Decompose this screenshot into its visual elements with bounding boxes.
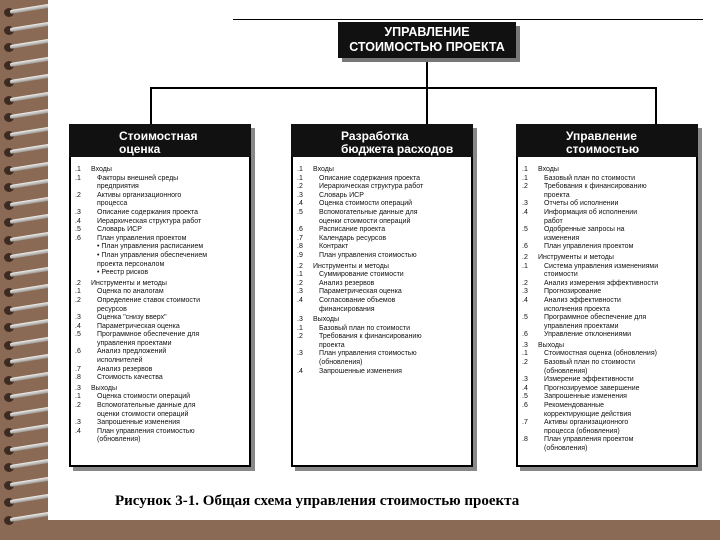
item-text: Оценка "снизу вверх"	[97, 314, 167, 322]
list-item	[75, 218, 245, 227]
column-body	[522, 164, 692, 461]
item-number	[75, 357, 97, 366]
list-item	[522, 393, 692, 402]
item-text: План управления стоимостью	[319, 350, 417, 358]
item-text: стоимости	[544, 271, 578, 279]
item-text: Словарь ИСР	[97, 226, 142, 234]
list-item	[297, 252, 467, 261]
item-number: .7	[75, 365, 81, 373]
item-text: предприятия	[97, 183, 139, 191]
connector-left	[150, 87, 152, 124]
list-item	[297, 271, 467, 280]
item-number: .6	[522, 331, 528, 339]
list-item	[522, 280, 692, 289]
list-item	[75, 297, 245, 306]
item-number: .4	[297, 296, 303, 304]
list-item	[522, 271, 692, 280]
item-number: .6	[522, 402, 528, 410]
item-text: Определение ставок стоимости	[97, 296, 201, 304]
section-heading	[297, 263, 467, 272]
list-item	[297, 359, 467, 368]
item-number: .2	[75, 191, 81, 199]
list-item	[297, 342, 467, 351]
section-heading	[522, 166, 692, 175]
list-item	[75, 411, 245, 420]
item-number: .2	[522, 359, 528, 367]
item-text: План управления проектом	[97, 234, 187, 242]
item-text: корректирующие действия	[544, 410, 632, 418]
item-text: План управления стоимостью	[97, 427, 195, 435]
item-number: .9	[297, 251, 303, 259]
item-text: оценки стоимости операций	[97, 410, 189, 418]
connector-right	[655, 87, 657, 124]
list-item	[522, 297, 692, 306]
item-number: .2	[522, 253, 528, 261]
item-text: Информация об исполнении	[544, 208, 638, 216]
item-number	[75, 436, 97, 445]
list-item	[75, 252, 245, 261]
item-number: .3	[297, 288, 303, 296]
item-number: .3	[297, 191, 303, 199]
item-number	[75, 261, 97, 270]
list-item	[522, 368, 692, 377]
item-text: Расписание проекта	[319, 226, 386, 234]
list-item	[75, 183, 245, 192]
list-item	[75, 366, 245, 375]
item-number: .3	[522, 200, 528, 208]
item-text: Выходы	[313, 316, 339, 324]
item-text: (обновления)	[544, 445, 588, 452]
item-number: .3	[522, 288, 528, 296]
list-item	[75, 235, 245, 244]
item-number	[75, 252, 97, 261]
item-number: .2	[75, 402, 81, 410]
column-cost-control	[516, 124, 698, 467]
item-text: Активы организационного	[97, 191, 182, 199]
list-item	[522, 419, 692, 428]
item-number: .1	[297, 324, 303, 332]
item-number	[522, 306, 544, 315]
item-text: Согласование объемов	[319, 296, 396, 304]
item-number: .1	[297, 174, 303, 182]
item-number	[75, 243, 97, 252]
item-number: .4	[522, 384, 528, 392]
list-item	[522, 436, 692, 445]
item-text: Запрошенные изменения	[544, 393, 627, 401]
figure-caption: Рисунок 3-1. Общая схема управления стоимостью проекта	[115, 493, 520, 509]
item-number: .4	[297, 200, 303, 208]
item-number	[75, 340, 97, 349]
item-number: .5	[75, 226, 81, 234]
item-text: Анализ предложений	[97, 348, 167, 356]
section-heading	[75, 166, 245, 175]
list-item	[522, 288, 692, 297]
item-number: .1	[522, 350, 528, 358]
item-number: .7	[522, 419, 528, 427]
item-text: Иерархическая структура работ	[319, 183, 424, 191]
list-item	[297, 218, 467, 227]
item-number: .6	[297, 226, 303, 234]
item-number	[75, 411, 97, 420]
item-number: .3	[75, 419, 81, 427]
item-text: Описание содержания проекта	[97, 208, 199, 216]
item-text: Базовый план по стоимости	[544, 359, 635, 367]
item-number	[522, 368, 544, 377]
item-number: .4	[75, 217, 81, 225]
item-number: .4	[75, 427, 81, 435]
item-text: Система управления изменениями	[544, 262, 659, 270]
item-number	[522, 411, 544, 420]
list-item	[297, 200, 467, 209]
list-item	[75, 209, 245, 218]
list-item	[522, 243, 692, 252]
item-number: .1	[522, 174, 528, 182]
section-heading	[75, 280, 245, 289]
item-number: .5	[522, 226, 528, 234]
item-number: .2	[522, 183, 528, 191]
list-item	[297, 209, 467, 218]
list-item	[75, 226, 245, 235]
item-text: Требования к финансированию	[544, 183, 647, 191]
list-item	[522, 323, 692, 332]
list-item	[297, 175, 467, 184]
section-heading	[297, 166, 467, 175]
column-cost-estimating	[69, 124, 251, 467]
item-number	[297, 342, 319, 351]
item-number: .1	[522, 166, 528, 173]
list-item	[75, 419, 245, 428]
item-number: .1	[522, 262, 528, 270]
item-text: Анализ резервов	[319, 279, 375, 287]
item-text: Параметрическая оценка	[97, 322, 180, 330]
item-number: .6	[522, 243, 528, 251]
item-text: Запрошенные изменения	[97, 419, 180, 427]
list-item	[522, 359, 692, 368]
item-number	[75, 183, 97, 192]
list-item	[522, 314, 692, 323]
list-item	[75, 436, 245, 445]
list-item	[297, 288, 467, 297]
item-text: Описание содержания проекта	[319, 174, 421, 182]
list-item	[75, 331, 245, 340]
list-item	[522, 263, 692, 272]
list-item	[75, 402, 245, 411]
item-text: • Реестр рисков	[97, 269, 149, 277]
list-item	[522, 445, 692, 454]
item-text: Вспомогательные данные для	[319, 208, 418, 216]
item-text: Контракт	[319, 243, 349, 251]
item-text: Суммирование стоимости	[319, 271, 404, 279]
list-item	[297, 368, 467, 377]
item-text: Анализ резервов	[97, 365, 153, 373]
item-text: Входы	[538, 166, 559, 173]
top-rule	[233, 19, 703, 20]
item-text: исполнителей	[97, 357, 143, 365]
list-item	[522, 376, 692, 385]
item-number: .7	[297, 234, 303, 242]
item-number: .1	[75, 393, 81, 401]
item-text: ресурсов	[97, 305, 127, 313]
item-number	[522, 235, 544, 244]
item-text: Стоимость качества	[97, 374, 163, 382]
item-text: Оценка стоимости операций	[319, 200, 413, 208]
item-number: .3	[522, 376, 528, 384]
item-number: .3	[522, 341, 528, 349]
item-text: процесса (обновления)	[544, 427, 620, 435]
list-item	[297, 280, 467, 289]
item-text: Базовый план по стоимости	[544, 174, 635, 182]
column-heading: Стоимостная оценка	[69, 124, 251, 157]
section-heading	[522, 254, 692, 263]
list-item	[297, 306, 467, 315]
item-text: Факторы внешней среды	[97, 174, 179, 182]
item-text: финансирования	[319, 305, 375, 313]
list-item	[297, 333, 467, 342]
item-text: работ	[544, 217, 563, 225]
item-number	[75, 306, 97, 315]
item-text: Словарь ИСР	[319, 191, 364, 199]
item-number: .1	[75, 174, 81, 182]
column-heading: Управление стоимостью	[516, 124, 698, 157]
item-text: План управления проектом	[544, 243, 634, 251]
list-item	[522, 226, 692, 235]
list-item	[75, 288, 245, 297]
item-number: .1	[297, 271, 303, 279]
item-number: .2	[522, 279, 528, 287]
list-item	[522, 385, 692, 394]
item-text: Управление отклонениями	[544, 331, 632, 339]
item-text: Прогнозирование	[544, 288, 602, 296]
item-text: • План управления расписанием	[97, 243, 204, 251]
list-item	[297, 235, 467, 244]
item-text: Стоимостная оценка (обновления)	[544, 350, 657, 358]
item-text: проекта персоналом	[97, 260, 165, 268]
list-item	[75, 306, 245, 315]
list-item	[522, 218, 692, 227]
list-item	[75, 314, 245, 323]
list-item	[297, 297, 467, 306]
item-number: .8	[75, 374, 81, 382]
item-text: Оценка по аналогам	[97, 288, 164, 296]
item-number: .1	[75, 166, 81, 173]
item-text: Инструменты и методы	[313, 262, 389, 270]
connector-trunk	[426, 62, 428, 88]
item-text: Календарь ресурсов	[319, 234, 387, 242]
item-number: .2	[297, 333, 303, 341]
list-item	[75, 192, 245, 201]
spiral-binding	[0, 0, 48, 540]
list-item	[522, 350, 692, 359]
slide-page	[48, 0, 720, 520]
item-text: управления проектами	[544, 322, 619, 330]
list-item	[297, 325, 467, 334]
item-text: Требования к финансированию	[319, 333, 422, 341]
column-body	[297, 164, 467, 461]
item-number	[75, 269, 97, 278]
list-item	[297, 183, 467, 192]
diagram-title: УПРАВЛЕНИЕ СТОИМОСТЬЮ ПРОЕКТА	[338, 22, 516, 58]
item-text: Параметрическая оценка	[319, 288, 402, 296]
column-heading: Разработка бюджета расходов	[291, 124, 473, 157]
item-number: .5	[75, 331, 81, 339]
item-number: .2	[75, 296, 81, 304]
item-text: Инструменты и методы	[538, 253, 614, 261]
item-number: .3	[75, 314, 81, 322]
list-item	[75, 175, 245, 184]
item-text: Выходы	[91, 384, 117, 392]
list-item	[297, 226, 467, 235]
item-number: .8	[522, 436, 528, 444]
section-heading	[297, 316, 467, 325]
list-item	[522, 235, 692, 244]
item-text: План управления проектом	[544, 436, 634, 444]
item-number: .6	[75, 234, 81, 242]
item-text: Рекомендованные	[544, 402, 605, 410]
item-number: .4	[522, 296, 528, 304]
column-cost-budgeting	[291, 124, 473, 467]
column-body	[75, 164, 245, 461]
item-number: .5	[297, 208, 303, 216]
item-text: Программное обеспечение для	[544, 314, 647, 322]
list-item	[522, 331, 692, 340]
item-number: .2	[297, 279, 303, 287]
list-item	[522, 200, 692, 209]
item-text: Выходы	[538, 341, 564, 349]
item-text: Входы	[91, 166, 112, 173]
list-item	[75, 348, 245, 357]
item-number: .4	[522, 208, 528, 216]
item-number: .6	[75, 348, 81, 356]
item-number	[522, 428, 544, 437]
item-text: оценки стоимости операций	[319, 217, 411, 225]
item-text: изменения	[544, 234, 580, 242]
item-number: .5	[522, 393, 528, 401]
item-text: Активы организационного	[544, 419, 629, 427]
item-number	[522, 218, 544, 227]
item-number	[522, 445, 544, 454]
list-item	[297, 350, 467, 359]
item-number: .3	[297, 316, 303, 324]
item-text: Иерархическая структура работ	[97, 217, 202, 225]
list-item	[75, 269, 245, 278]
item-number	[297, 359, 319, 368]
item-text: Одобренные запросы на	[544, 226, 625, 234]
item-number: .3	[75, 384, 81, 392]
item-number: .3	[297, 350, 303, 358]
item-number: .5	[522, 314, 528, 322]
item-text: (обновления)	[319, 359, 363, 367]
list-item	[75, 357, 245, 366]
item-number: .4	[297, 367, 303, 375]
item-number: .4	[75, 322, 81, 330]
item-number: .2	[75, 279, 81, 287]
item-text: проекта	[544, 191, 570, 199]
item-number: .3	[75, 208, 81, 216]
list-item	[522, 183, 692, 192]
item-text: Отчеты об исполнении	[544, 200, 619, 208]
item-number: .2	[297, 262, 303, 270]
list-item	[522, 402, 692, 411]
list-item	[75, 374, 245, 383]
item-text: Вспомогательные данные для	[97, 402, 196, 410]
item-text: Измерение эффективности	[544, 376, 634, 384]
item-text: процесса	[97, 200, 128, 208]
item-number: .1	[297, 166, 303, 173]
item-number: .1	[75, 288, 81, 296]
list-item	[75, 243, 245, 252]
item-number	[297, 218, 319, 227]
item-text: Анализ измерения эффективности	[544, 279, 659, 287]
list-item	[75, 261, 245, 270]
item-number: .8	[297, 243, 303, 251]
list-item	[522, 175, 692, 184]
item-number: .2	[297, 183, 303, 191]
item-text: • План управления обеспечением	[97, 251, 208, 259]
item-text: проекта	[319, 341, 345, 349]
item-number	[522, 192, 544, 201]
item-number	[522, 323, 544, 332]
item-text: Запрошенные изменения	[319, 367, 402, 375]
item-text: Прогнозируемое завершение	[544, 384, 640, 392]
list-item	[522, 428, 692, 437]
connector-horizontal	[150, 87, 657, 89]
item-text: (обновления)	[544, 367, 588, 375]
item-text: Оценка стоимости операций	[97, 393, 191, 401]
list-item	[522, 209, 692, 218]
list-item	[75, 323, 245, 332]
item-text: Инструменты и методы	[91, 279, 167, 287]
item-text: Входы	[313, 166, 334, 173]
item-text: (обновления)	[97, 436, 141, 444]
item-text: Программное обеспечение для	[97, 331, 200, 339]
item-number	[297, 306, 319, 315]
list-item	[75, 393, 245, 402]
item-text: План управления стоимостью	[319, 251, 417, 259]
item-text: управления проектами	[97, 339, 172, 347]
item-number	[75, 200, 97, 209]
item-text: Базовый план по стоимости	[319, 324, 410, 332]
item-number	[522, 271, 544, 280]
list-item	[75, 200, 245, 209]
list-item	[522, 306, 692, 315]
item-text: Анализ эффективности	[544, 296, 621, 304]
list-item	[297, 243, 467, 252]
item-text: исполнения проекта	[544, 305, 610, 313]
list-item	[522, 411, 692, 420]
connector-middle	[426, 87, 428, 124]
